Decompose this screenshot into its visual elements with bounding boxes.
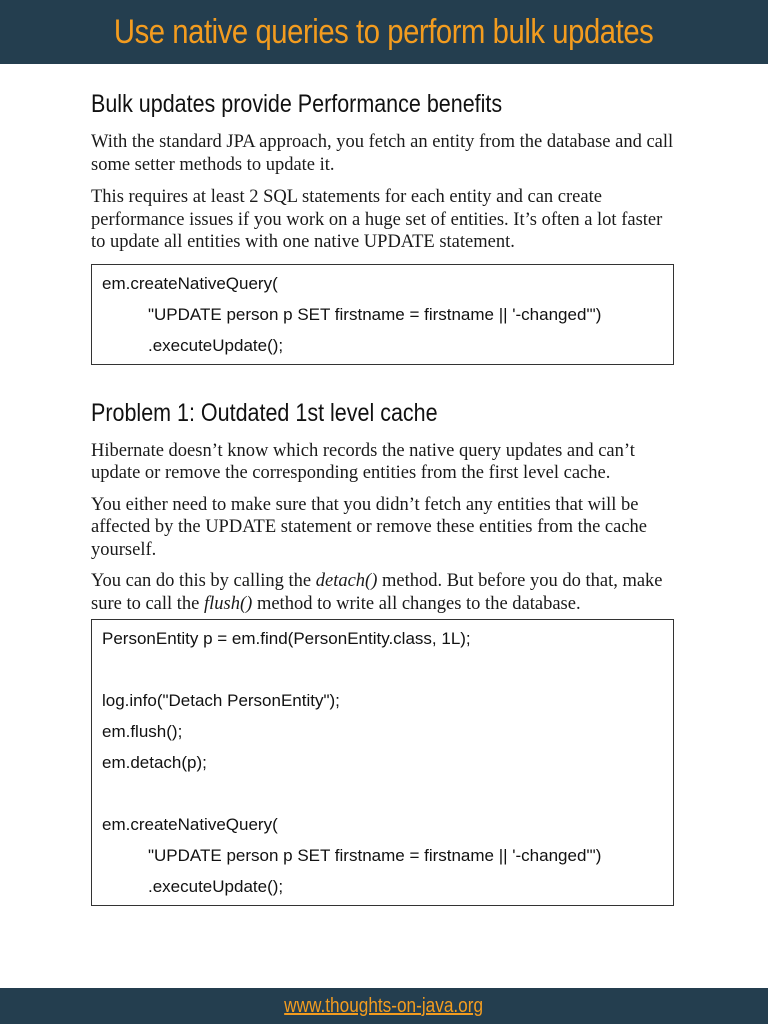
text-span: You can do this by calling the [91, 571, 316, 591]
code-line: log.info("Detach PersonEntity"); [102, 691, 340, 710]
paragraph: This requires at least 2 SQL statements for each entity and can create performance issues if you work on a huge set of entities. It’s often a lot faster to update all entities with one native UPDATE statement. [91, 187, 663, 252]
text-span: method to write all changes to the database. [252, 593, 581, 614]
paragraph-detach-flush [91, 570, 675, 615]
page-header [0, 0, 768, 64]
page-footer [0, 988, 768, 1024]
text-span: method. But before you do that, make sure to call the [91, 571, 663, 614]
paragraph: You either need to make sure that you didn’t fetch any entities that will be affected by the UPDATE statement or remove these entities from the cache yourself. [91, 494, 647, 560]
code-line: "UPDATE person p SET firstname = firstname || '-changed'") [148, 304, 602, 324]
flush-method-ref: flush() [204, 593, 253, 614]
code-line: em.createNativeQuery( [102, 815, 278, 834]
code-block-native-update [91, 264, 674, 365]
paragraph: With the standard JPA approach, you fetch an entity from the database and call some setter methods to update it. [91, 132, 674, 175]
code-block-detach-example [91, 619, 674, 906]
code-line: .executeUpdate(); [148, 877, 284, 896]
website-link[interactable]: www.thoughts-on-java.org [284, 994, 484, 1017]
section-heading-bulk-updates: Bulk updates provide Performance benefits [91, 90, 503, 118]
code-line: .executeUpdate(); [148, 335, 284, 355]
document-body [91, 64, 675, 906]
section-heading-problem-1: Problem 1: Outdated 1st level cache [91, 398, 438, 427]
page-title: Use native queries to perform bulk updates [114, 12, 654, 51]
code-line: PersonEntity p = em.find(PersonEntity.class, 1L); [102, 629, 471, 648]
code-line: "UPDATE person p SET firstname = firstname || '-changed'") [148, 846, 602, 865]
code-line [102, 778, 663, 809]
code-line: em.detach(p); [102, 753, 207, 772]
code-line: em.flush(); [102, 722, 183, 741]
code-line [102, 654, 663, 685]
code-line: em.createNativeQuery( [102, 273, 278, 293]
paragraph: Hibernate doesn’t know which records the native query updates and can’t update or remove the corresponding entities from the first level cache. [91, 440, 635, 483]
detach-method-ref: detach() [315, 571, 378, 591]
